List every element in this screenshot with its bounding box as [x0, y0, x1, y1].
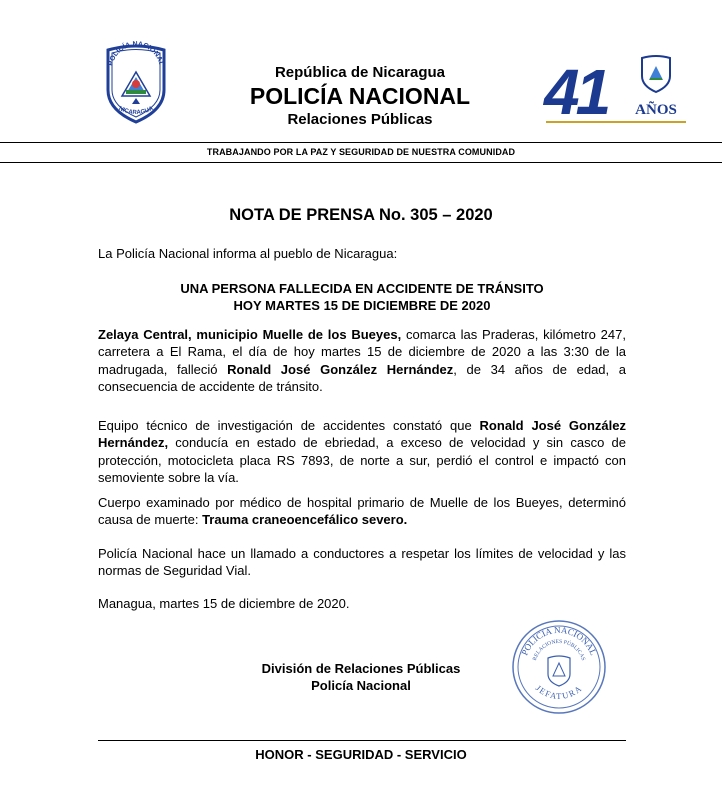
seal-sub-text: RELACIONES PÚBLICAS	[531, 638, 587, 662]
paragraph-3-text: Cuerpo examinado por médico de hospital primario de Muelle de los Bueyes, determinó causa de muerte:	[98, 495, 626, 528]
logo-top-text: POLICÍA NACIONAL	[107, 40, 165, 67]
paragraph-1	[98, 326, 626, 396]
logo-bottom-text: NICARAGUA	[117, 105, 155, 117]
press-release-title: NOTA DE PRENSA No. 305 – 2020	[229, 206, 493, 224]
anniversary-logo	[540, 52, 690, 126]
header-rule-bottom	[0, 162, 722, 163]
svg-text:RELACIONES PÚBLICAS	[532, 639, 586, 662]
paragraph-2-text: Equipo técnico de investigación de accidentes constató que	[98, 418, 480, 433]
intro-paragraph: La Policía Nacional informa al pueblo de Nicaragua:	[98, 246, 398, 261]
dateline: Managua, martes 15 de diciembre de 2020.	[98, 596, 350, 611]
police-shield-icon	[104, 40, 168, 124]
signature-line-2: Policía Nacional	[311, 678, 411, 693]
police-shield-logo	[104, 40, 168, 124]
seal-top-text: POLICIA NACIONAL	[519, 624, 599, 657]
official-seal-stamp-icon	[510, 618, 608, 716]
location-text: Zelaya Central, municipio Muelle de los Bueyes,	[98, 327, 402, 342]
headline-line-1: UNA PERSONA FALLECIDA EN ACCIDENTE DE TRÁNSITO	[180, 281, 544, 296]
department-name: Relaciones Públicas	[287, 111, 433, 128]
cause-of-death: Trauma craneoencefálico severo.	[202, 512, 408, 528]
letterhead	[180, 64, 540, 129]
anniversary-label: AÑOS	[635, 102, 677, 118]
footer-motto: HONOR - SEGURIDAD - SERVICIO	[255, 747, 467, 762]
paragraph-2-end: conducía en estado de ebriedad, a exceso de velocidad y sin casco de protección, motocicleta placa RS 7893, de norte a sur, perdió el control e impactó con semoviente sobre la vía.	[98, 435, 626, 486]
official-seal	[510, 618, 608, 716]
victim-name: Ronald José González Hernández	[227, 361, 454, 377]
republic-name: República de Nicaragua	[274, 64, 446, 81]
signature-line-1: División de Relaciones Públicas	[261, 661, 461, 676]
headline	[98, 280, 626, 314]
paragraph-2	[98, 417, 626, 487]
paragraph-3	[98, 494, 626, 529]
header-motto: TRABAJANDO POR LA PAZ Y SEGURIDAD DE NUESTRA COMUNIDAD	[206, 147, 516, 157]
paragraph-1-end: , de 34 años de edad, a consecuencia de accidente de tránsito.	[98, 361, 627, 395]
footer-rule	[98, 740, 626, 741]
paragraph-1-text: comarca las Praderas, kilómetro 247, carretera a El Rama, el día de hoy martes 15 de diciembre de 2020 a las 3:30 de la madrugada, falleció	[98, 327, 626, 377]
anniversary-number: 41	[544, 56, 608, 126]
header-rule-top	[0, 142, 722, 143]
anniversary-icon	[540, 52, 690, 126]
headline-line-2: HOY MARTES 15 DE DICIEMBRE DE 2020	[233, 298, 491, 313]
victim-name-2: Ronald José González Hernández,	[98, 418, 626, 451]
signature-block	[200, 660, 522, 694]
institution-name: POLICÍA NACIONAL	[249, 83, 471, 109]
seal-bottom-text: JEFATURA	[533, 682, 585, 701]
paragraph-4: Policía Nacional hace un llamado a conductores a respetar los límites de velocidad y las normas de Seguridad Vial.	[98, 546, 626, 579]
